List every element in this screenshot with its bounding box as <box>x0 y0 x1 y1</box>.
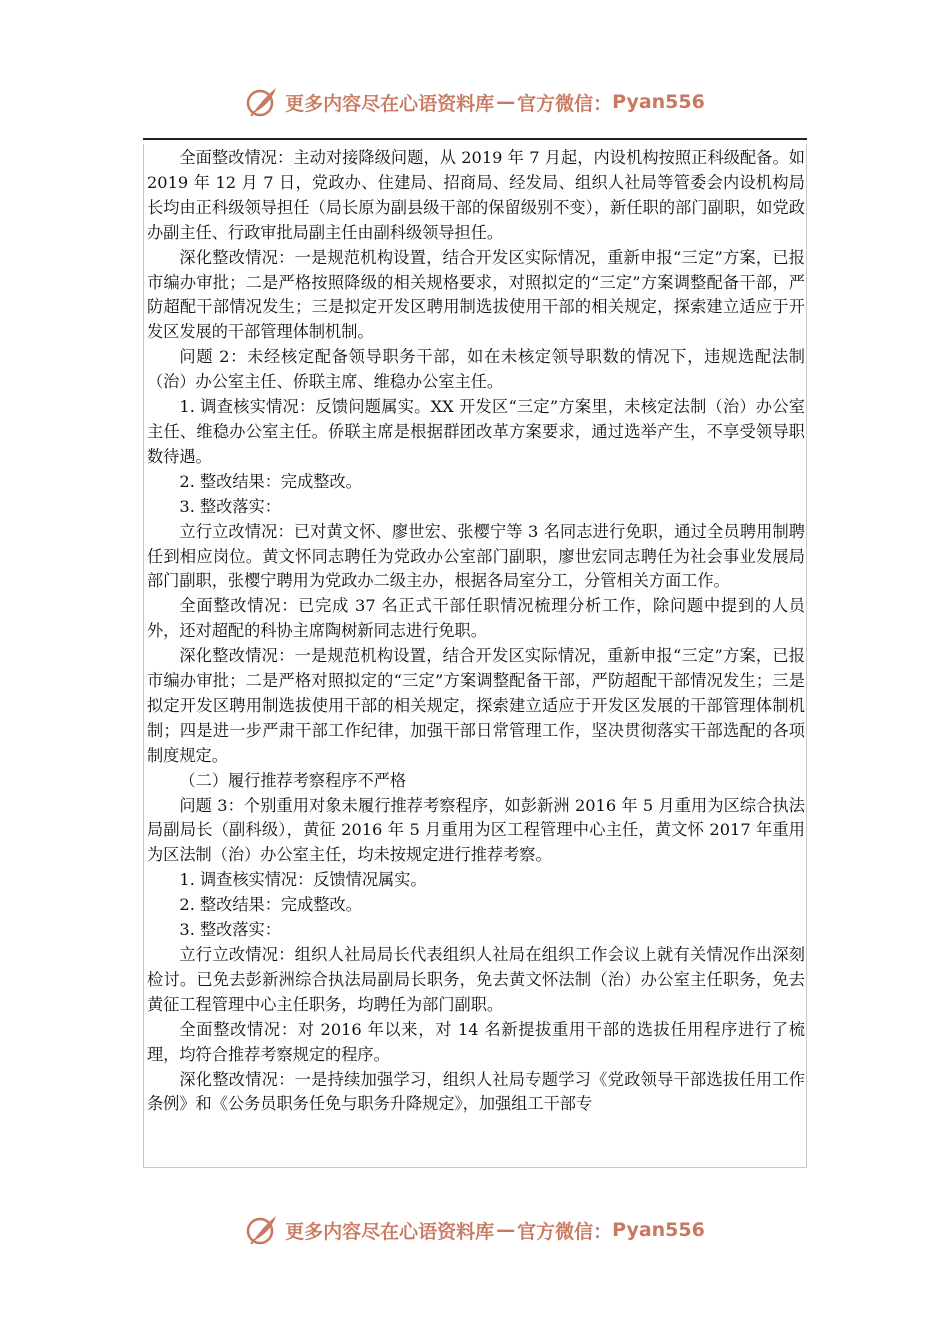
paragraph: 深化整改情况：一是规范机构设置，结合开发区实际情况，重新申报“三定”方案，已报市编办审批；二是严格对照拟定的“三定”方案调整配备干部，严防超配干部情况发生；三是拟定开发区聘用制选拔使用干部的相关规定，探索建立适应于开发区发展的干部管理体制机制；四是进一步严肃干部工作纪律，加强干部日常管理工作，坚决贯彻落实干部选配的各项制度规定。 <box>147 646 805 765</box>
header-rule <box>143 138 807 140</box>
paragraph: 2. 整改结果：完成整改。 <box>179 895 362 915</box>
paragraph: 1. 调查核实情况：反馈情况属实。 <box>179 870 427 890</box>
paragraph: 3. 整改落实： <box>179 496 281 516</box>
paragraph: 问题 2：未经核定配备领导职务干部，如在未核定领导职数的情况下，违规选配法制（治）办公室主任、侨联主席、维稳办公室主任。 <box>147 347 805 392</box>
banner-official: 官方微信： <box>517 1220 613 1243</box>
paragraph: 问题 3：个别重用对象未履行推荐考察程序，如彭新洲 2016 年 5 月重用为区综合执法局副局长（副科级），黄征 2016 年 5 月重用为区工程管理中心主任，黄文怀 2017 年重用为区法制（治）办公室主任，均未按规定进行推荐考察。 <box>147 795 805 865</box>
paragraph: 全面整改情况：对 2016 年以来，对 14 名新提拔重用干部的选拔任用程序进行了梳理，均符合推荐考察规定的程序。 <box>147 1019 805 1064</box>
banner-dash: — <box>496 1219 516 1241</box>
paragraph: 3. 整改落实： <box>179 920 281 940</box>
banner-id: Pyan556 <box>612 91 705 113</box>
section-heading: （二）履行推荐考察程序不严格 <box>179 770 407 790</box>
footer-watermark <box>0 1208 950 1252</box>
banner-text: 更多内容尽在心语资料库 <box>285 92 495 115</box>
quill-logo-icon <box>245 85 279 119</box>
paragraph: 1. 调查核实情况：反馈问题属实。XX 开发区“三定”方案里，未核定法制（治）办公室主任、维稳办公室主任。侨联主席是根据群团改革方案要求，通过选举产生，不享受领导职数待遇。 <box>147 397 805 466</box>
banner-id: Pyan556 <box>612 1219 705 1241</box>
paragraph: 全面整改情况：主动对接降级问题，从 2019 年 7 月起，内设机构按照正科级配备。如 2019 年 12 月 7 日，党政办、住建局、招商局、经发局、组织人社局等管委会内设机构局长均由正科级领导担任（局长原为副县级干部的保留级别不变），新任职的部门副职，如党政办副主任、行政审批局副主任由副科级领导担任。 <box>147 148 805 242</box>
paragraph: 2. 整改结果：完成整改。 <box>179 471 362 491</box>
paragraph: 深化整改情况：一是规范机构设置，结合开发区实际情况，重新申报“三定”方案，已报市编办审批；二是严格按照降级的相关规格要求，对照拟定的“三定”方案调整配备干部，严防超配干部情况发生；三是拟定开发区聘用制选拔使用干部的相关规定，探索建立适应于开发区发展的干部管理体制机制。 <box>147 247 805 342</box>
banner-dash: — <box>496 91 516 113</box>
quill-logo-icon <box>245 1213 279 1247</box>
banner-text: 更多内容尽在心语资料库 <box>285 1220 495 1243</box>
paragraph: 立行立改情况：已对黄文怀、廖世宏、张樱宁等 3 名同志进行免职，通过全员聘用制聘任到相应岗位。黄文怀同志聘任为党政办公室部门副职，廖世宏同志聘任为社会事业发展局部门副职，张樱宁聘用为党政办二级主办，根据各局室分工，分管相关方面工作。 <box>147 521 805 591</box>
paragraph: 立行立改情况：组织人社局局长代表组织人社局在组织工作会议上就有关情况作出深刻检讨。已免去彭新洲综合执法局副局长职务，免去黄文怀法制（治）办公室主任职务，免去黄征工程管理中心主任职务，均聘任为部门副职。 <box>147 945 805 1014</box>
header-watermark <box>0 80 950 124</box>
paragraph: 深化整改情况：一是持续加强学习，组织人社局专题学习《党政领导干部选拔任用工作条例》和《公务员职务任免与职务升降规定》，加强组工干部专 <box>147 1069 805 1114</box>
paragraph: 全面整改情况：已完成 37 名正式干部任职情况梳理分析工作，除问题中提到的人员外，还对超配的科协主席陶树新同志进行免职。 <box>147 596 805 641</box>
banner-official: 官方微信： <box>517 92 613 115</box>
document-body <box>147 146 805 1117</box>
